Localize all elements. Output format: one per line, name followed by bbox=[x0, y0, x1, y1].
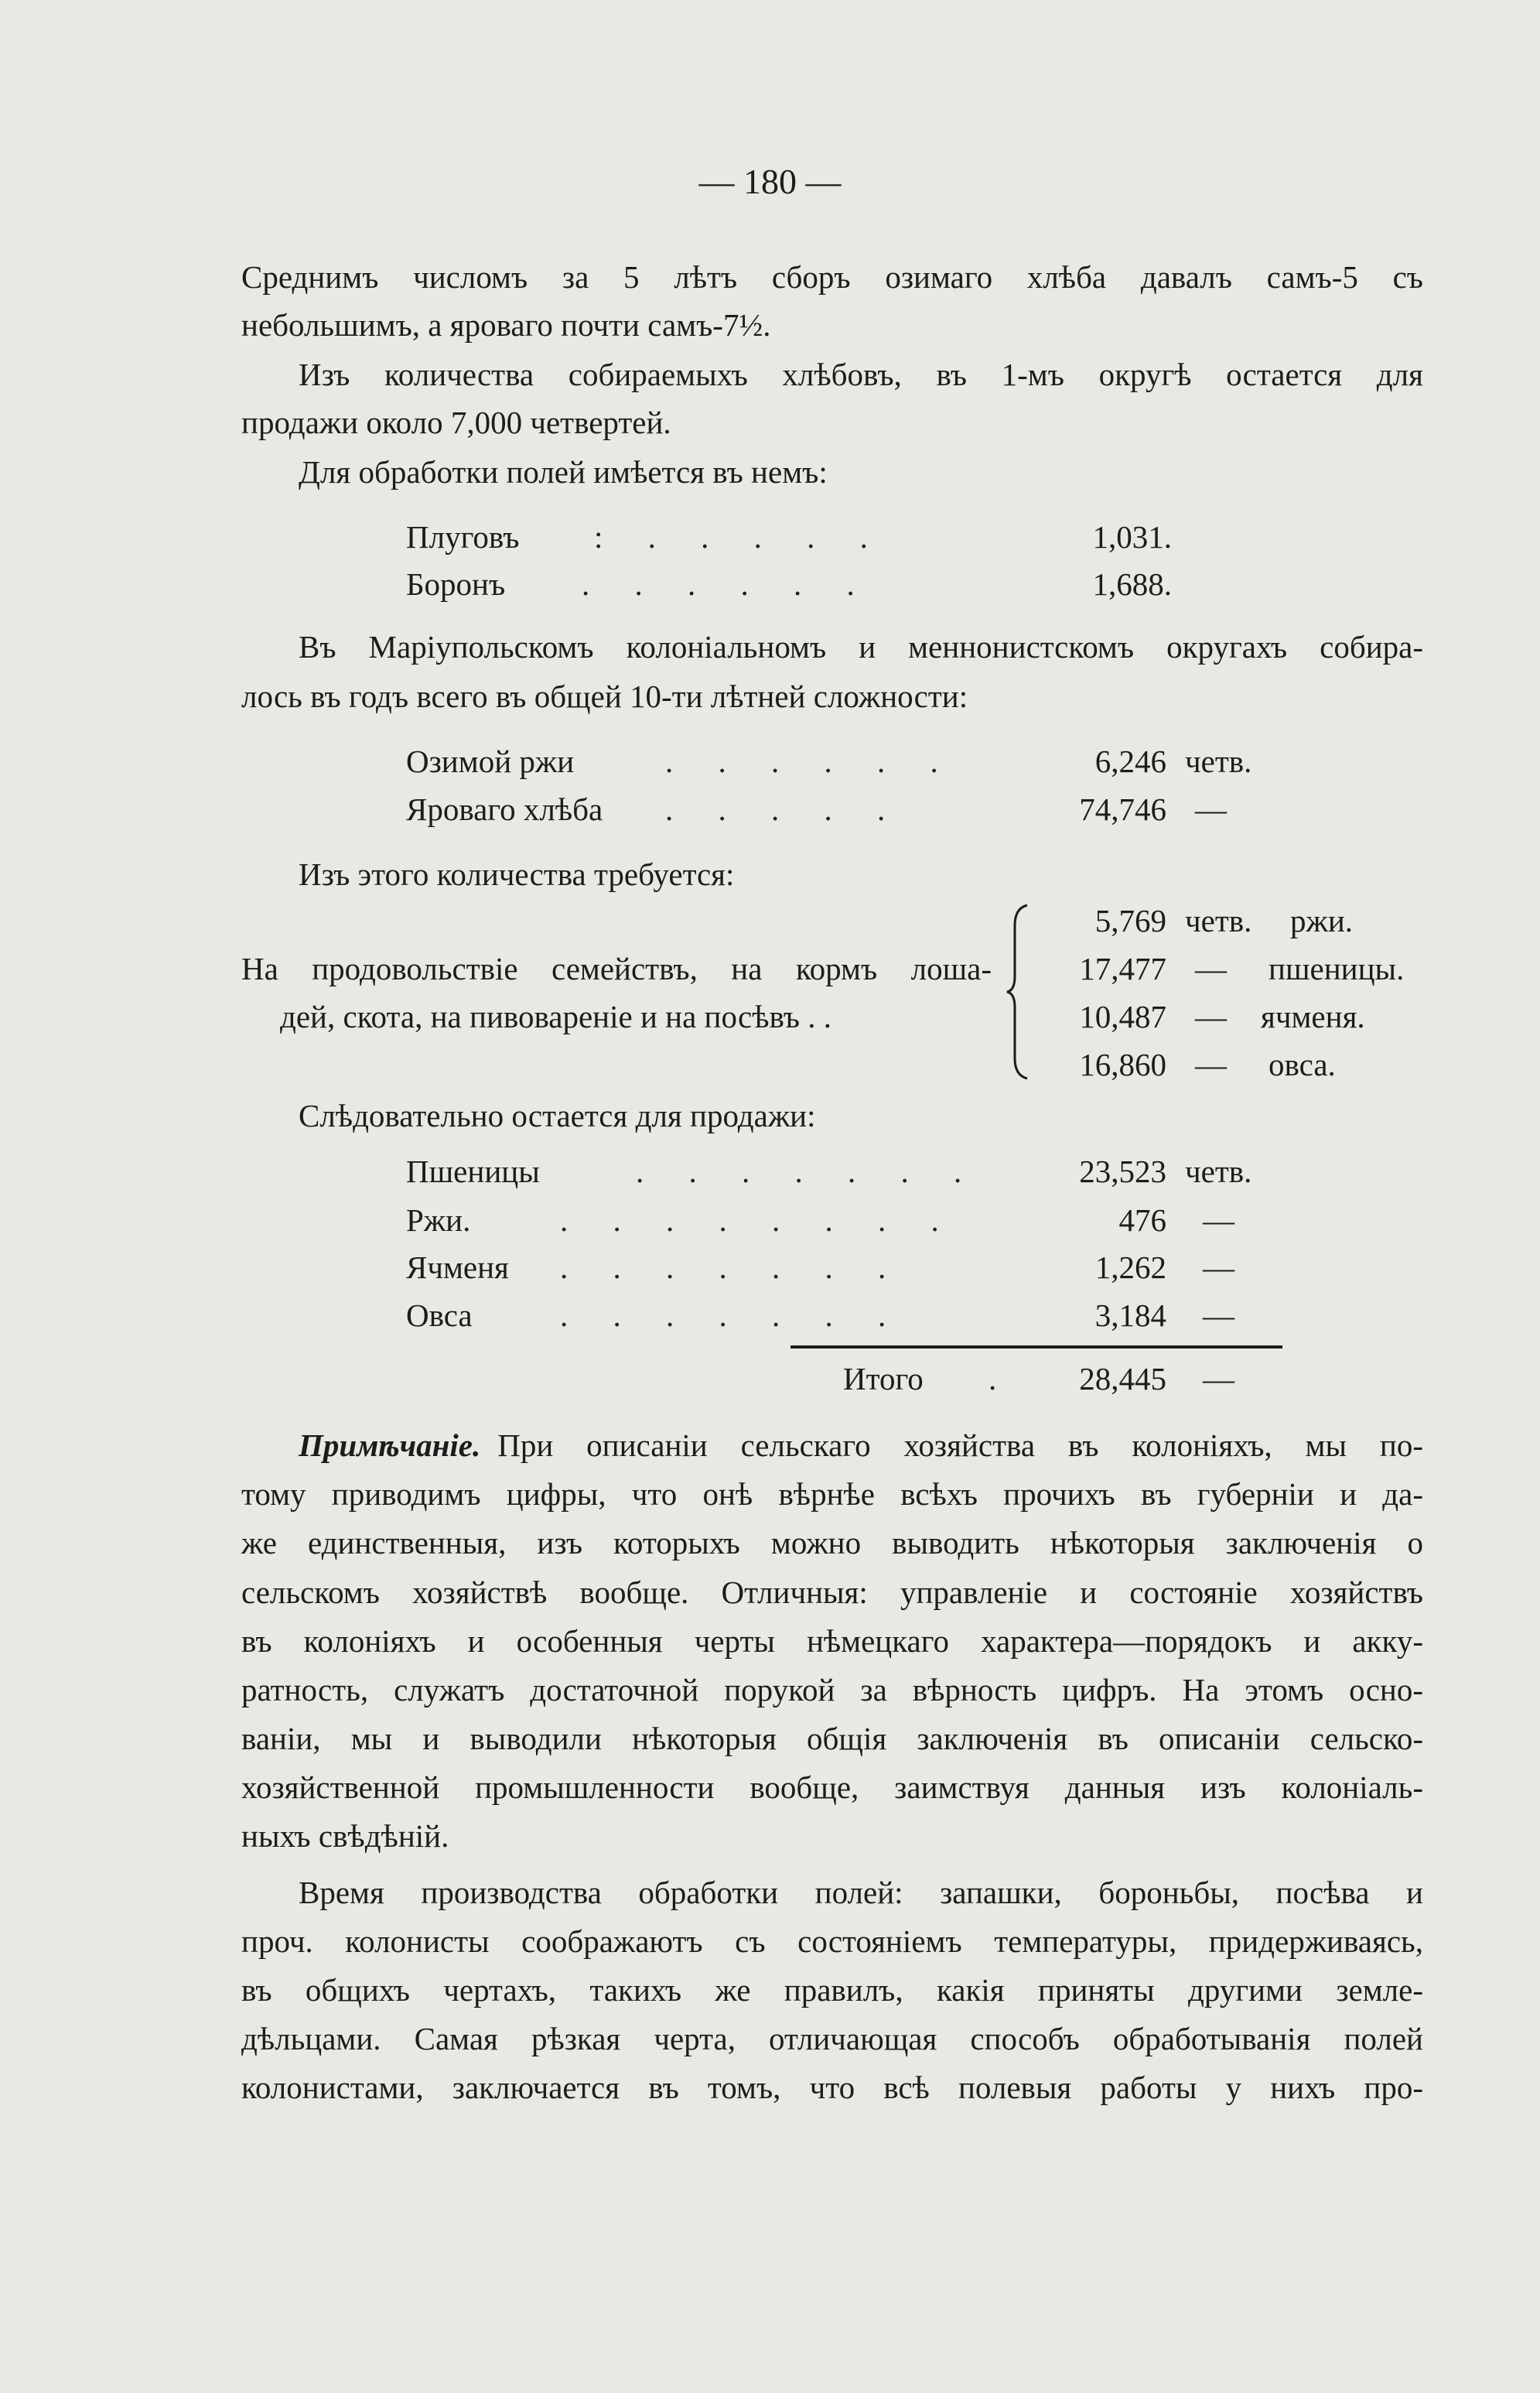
harvest-unit: четв. bbox=[1185, 744, 1252, 779]
remaining-label: Пшеницы bbox=[406, 1154, 540, 1189]
required-grain: овса. bbox=[1269, 1047, 1336, 1082]
intro-line-4: продажи около 7,000 четвертей. bbox=[241, 405, 671, 440]
harvest-label: Озимой ржи bbox=[406, 744, 575, 779]
harvest-label: Яроваго хлѣба bbox=[406, 791, 603, 827]
remaining-value: 23,523 bbox=[1079, 1154, 1166, 1189]
note-label: Примѣчаніе. bbox=[299, 1427, 481, 1463]
remaining-dots: . . . . . . . . bbox=[560, 1202, 958, 1238]
harvest-unit: — bbox=[1195, 791, 1227, 827]
intro-line-5: Для обработки полей имѣется въ немъ: bbox=[299, 454, 828, 490]
note-line-5: въ колоніяхъ и особенныя черты нѣмецкаго характера—порядокъ и акку- bbox=[241, 1623, 1423, 1659]
final-line-5: колонистами, заключается въ томъ, что всѣ полевыя работы у нихъ про- bbox=[241, 2070, 1423, 2105]
remaining-unit: — bbox=[1203, 1297, 1234, 1333]
harvest-value: 74,746 bbox=[1079, 791, 1166, 827]
required-grain: пшеницы. bbox=[1269, 951, 1405, 986]
intro-line-1: Среднимъ числомъ за 5 лѣтъ сборъ озимаго хлѣба давалъ самъ-5 съ bbox=[241, 259, 1423, 295]
remaining-value: 476 bbox=[1118, 1202, 1166, 1238]
remaining-label: Ржи. bbox=[406, 1202, 471, 1238]
note-line-1 bbox=[299, 1427, 1423, 1464]
required-value: 17,477 bbox=[1079, 951, 1166, 986]
note-line-8: хозяйственной промышленности вообще, заимствуя данныя изъ колоніаль- bbox=[241, 1769, 1423, 1805]
remaining-dots: . . . . . . . bbox=[560, 1249, 905, 1285]
final-line-1: Время производства обработки полей: запашки, бороньбы, посѣва и bbox=[299, 1875, 1423, 1910]
required-text-line-1: На продовольствіе семействъ, на кормъ лоша- bbox=[241, 951, 992, 986]
required-heading: Изъ этого количества требуется: bbox=[299, 856, 735, 892]
final-line-4: дѣльцами. Самая рѣзкая черта, отличающая способъ обработыванія полей bbox=[241, 2021, 1423, 2056]
note-line-9: ныхъ свѣдѣній. bbox=[241, 1818, 449, 1854]
tool-dots: : . . . . . bbox=[594, 519, 886, 555]
intro-line-2: небольшимъ, а яроваго почти самъ-7½. bbox=[241, 307, 771, 343]
harvest-value: 6,246 bbox=[1094, 744, 1166, 779]
mariupol-line-1: Въ Маріупольскомъ колоніальномъ и меннонистскомъ округахъ собира- bbox=[299, 629, 1423, 665]
remaining-dots: . . . . . . . bbox=[636, 1154, 981, 1189]
intro-line-3: Изъ количества собираемыхъ хлѣбовъ, въ 1-мъ округѣ остается для bbox=[299, 357, 1423, 392]
note-line-7: ваніи, мы и выводили нѣкоторыя общія заключенія въ описаніи сельско- bbox=[241, 1721, 1423, 1756]
remaining-label: Овса bbox=[406, 1297, 473, 1333]
required-value: 5,769 bbox=[1094, 903, 1166, 938]
remaining-value: 1,262 bbox=[1094, 1249, 1166, 1285]
tool-value: 1,688. bbox=[1092, 566, 1172, 602]
tool-label: Боронъ bbox=[406, 566, 506, 602]
final-line-3: въ общихъ чертахъ, такихъ же правилъ, какія приняты другими земле- bbox=[241, 1972, 1423, 2008]
required-grain: ячменя. bbox=[1261, 999, 1365, 1034]
note-line-4: сельскомъ хозяйствѣ вообще. Отличныя: управленіе и состояніе хозяйствъ bbox=[241, 1574, 1423, 1610]
remaining-unit: — bbox=[1203, 1202, 1234, 1238]
note-line-2: тому приводимъ цифры, что онѣ вѣрнѣе всѣхъ прочихъ въ губерніи и да- bbox=[241, 1476, 1423, 1512]
required-unit: четв. bbox=[1185, 903, 1252, 938]
tool-value: 1,031. bbox=[1092, 519, 1172, 555]
required-unit: — bbox=[1195, 1047, 1227, 1082]
total-label: Итого bbox=[843, 1361, 924, 1396]
remaining-unit: — bbox=[1203, 1249, 1234, 1285]
total-rule bbox=[790, 1345, 1282, 1349]
required-value: 10,487 bbox=[1079, 999, 1166, 1034]
total-unit: — bbox=[1203, 1361, 1234, 1396]
tool-label: Плуговъ bbox=[406, 519, 520, 555]
required-grain: ржи. bbox=[1290, 903, 1354, 938]
note-line-6: ратность, служатъ достаточной порукой за вѣрность цифръ. На этомъ осно- bbox=[241, 1672, 1423, 1708]
remaining-dots: . . . . . . . bbox=[560, 1297, 905, 1333]
page-number: — 180 — bbox=[698, 162, 842, 201]
required-unit: — bbox=[1195, 951, 1227, 986]
tool-dots: . . . . . . bbox=[582, 566, 873, 602]
total-dot: . bbox=[989, 1361, 997, 1396]
total-value: 28,445 bbox=[1079, 1361, 1166, 1396]
note-line-1-text: При описаніи сельскаго хозяйства въ колоніяхъ, мы по- bbox=[497, 1427, 1423, 1463]
remaining-heading: Слѣдовательно остается для продажи: bbox=[299, 1098, 816, 1133]
remaining-unit: четв. bbox=[1185, 1154, 1252, 1189]
required-unit: — bbox=[1195, 999, 1227, 1034]
final-line-2: проч. колонисты соображаютъ съ состояніемъ температуры, придерживаясь, bbox=[241, 1923, 1423, 1959]
harvest-dots: . . . . . bbox=[665, 791, 904, 827]
mariupol-line-2: лось въ годъ всего въ общей 10-ти лѣтней сложности: bbox=[241, 679, 968, 714]
required-text-line-2: дей, скота, на пивовареніе и на посѣвъ . . bbox=[280, 999, 831, 1034]
note-line-3: же единственныя, изъ которыхъ можно выводить нѣкоторыя заключенія о bbox=[241, 1525, 1423, 1561]
remaining-value: 3,184 bbox=[1094, 1297, 1166, 1333]
remaining-label: Ячменя bbox=[406, 1249, 509, 1285]
harvest-dots: . . . . . . bbox=[665, 744, 957, 779]
required-value: 16,860 bbox=[1079, 1047, 1166, 1082]
